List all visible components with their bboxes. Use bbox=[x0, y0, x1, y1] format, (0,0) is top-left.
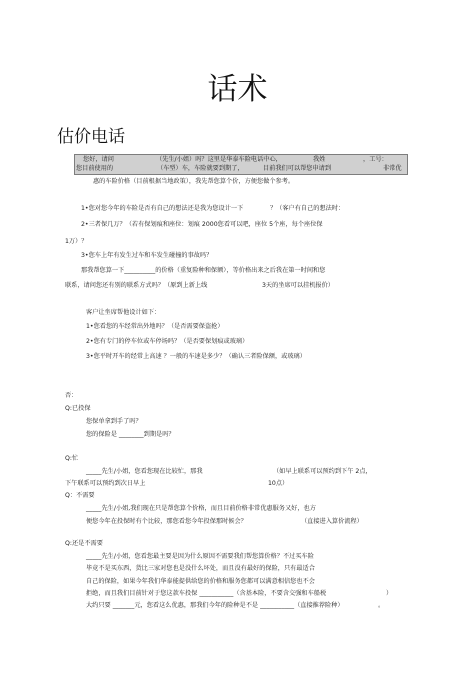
a-still-5b: 。 bbox=[378, 602, 385, 609]
a-insured-2: 您的保险是 ________到期是吗？ bbox=[86, 431, 175, 438]
question-1: 1•您对您今年的车险是否有自己的想法还是我为您设计一下 bbox=[81, 205, 244, 212]
a-busy-2a: 下午联系可以预约到次日早上 bbox=[65, 480, 146, 487]
question-2-line1: 2•三者保几万？（若有保划痕和座位：划痕 2000您看可以吧，座位 5个座，每个座位保 bbox=[81, 221, 323, 228]
seat-question-2: 2•您有专门的停车位或车停场吗？（是否要保划痕或玻璃） bbox=[86, 338, 249, 345]
intro-line2-c: 目前我们可以帮您申请到 bbox=[263, 165, 332, 172]
a-insured-1: 您保单拿到手了吗？ bbox=[86, 418, 142, 425]
q-insured: Q:已投保 bbox=[65, 405, 91, 412]
intro-line2-d: 非常优 bbox=[383, 165, 402, 172]
intro-line2-b: （车型）车，车险就要到期了， bbox=[157, 165, 244, 172]
a-still-4a: 拒绝，而且我们目前针对于您这款车投保 ___________（含基本险，不要含交强和车船税 bbox=[86, 590, 327, 597]
no-label: 否： bbox=[65, 392, 78, 399]
q-still: Q:还是不需要 bbox=[65, 540, 103, 547]
a-still-4b: ） bbox=[386, 590, 393, 597]
intro-highlight-box bbox=[74, 154, 408, 175]
question-3-line3-b: 3天的坐席可以挂机报价） bbox=[262, 282, 334, 289]
intro-line1-b: （先生/小姐）吗？这里是华泰车险电话中心， bbox=[156, 156, 282, 163]
a-noneed-1: _____先生/小姐,我们现在只是帮您算个价格，而且目前价格非常优惠服务又好，也方 bbox=[86, 505, 316, 512]
intro-line3: 惠的车险价格（目前根据当地政策），我先帮您算个价，方便您做个参考。 bbox=[93, 178, 295, 185]
seat-question-3: 3•您平时开车的经常上高速 ？一般的车速是多少？（确认三者险保额，或玻璃） bbox=[86, 353, 306, 360]
a-busy-1a: _____先生/小姐，您看您现在比较忙，那我 bbox=[86, 468, 203, 475]
a-still-2: 毕竟不是买东西，货比三家对您也是没什么坏处，而且没有最好的保险，只有最适合 bbox=[86, 565, 315, 572]
a-busy-1b: （如早上联系可以预约到下午 2点， bbox=[273, 468, 372, 475]
a-still-1: _____先生/小姐，您看您最主要是因为什么原因不需要我们帮您算价格？不过买车险 bbox=[86, 553, 314, 560]
a-busy-2b: 10点） bbox=[268, 480, 289, 487]
document-title: 话术 bbox=[207, 72, 268, 107]
intro-line1-c: 我姓 bbox=[313, 156, 326, 163]
q-busy: Q:忙 bbox=[65, 455, 79, 462]
question-3-line2: 那我帮您算一下__________的价格（重复险种和保额），等价格出来之后我在第一时间和您 bbox=[81, 267, 326, 274]
a-still-3: 自己的保险，如果今年我们华泰能提供给您的价格和服务您都可以满意相信您也不会 bbox=[86, 578, 315, 585]
a-still-5a: 大约只要 _______元，您看这么优惠，那我们今年的险种是不是 ___________（直接推荐险种） bbox=[86, 602, 344, 609]
intro-line1-d: ，工号： bbox=[363, 156, 388, 163]
question-3-line3-a: 联系，请问您还有别的联系方式吗？（原到上新上线 bbox=[65, 282, 208, 289]
a-noneed-2-note: （直接进入算价流程） bbox=[301, 518, 363, 525]
intro-line2-a: 您目前使用的 bbox=[76, 165, 114, 172]
question-3-line1: 3•您车上年有发生过车和车发生碰撞的事故吗？ bbox=[81, 252, 213, 259]
seat-intro: 客户让坐席帮他设计如下： bbox=[86, 309, 161, 316]
question-2-line2: 1万）？ bbox=[65, 238, 88, 245]
a-noneed-2: 便您今年在投保时有个比较，那您看您今年投保那时候会？ bbox=[86, 518, 247, 525]
section-heading: 估价电话 bbox=[57, 127, 125, 147]
intro-line1-a: 您好，请问 bbox=[83, 156, 114, 163]
seat-question-1: 1•您看您的车经常出外地吗？（是否需要保盗抢） bbox=[86, 323, 224, 330]
question-1-note: ？（客户有自己的想法时： bbox=[270, 205, 345, 212]
q-noneed: Q：不需要 bbox=[65, 492, 95, 499]
